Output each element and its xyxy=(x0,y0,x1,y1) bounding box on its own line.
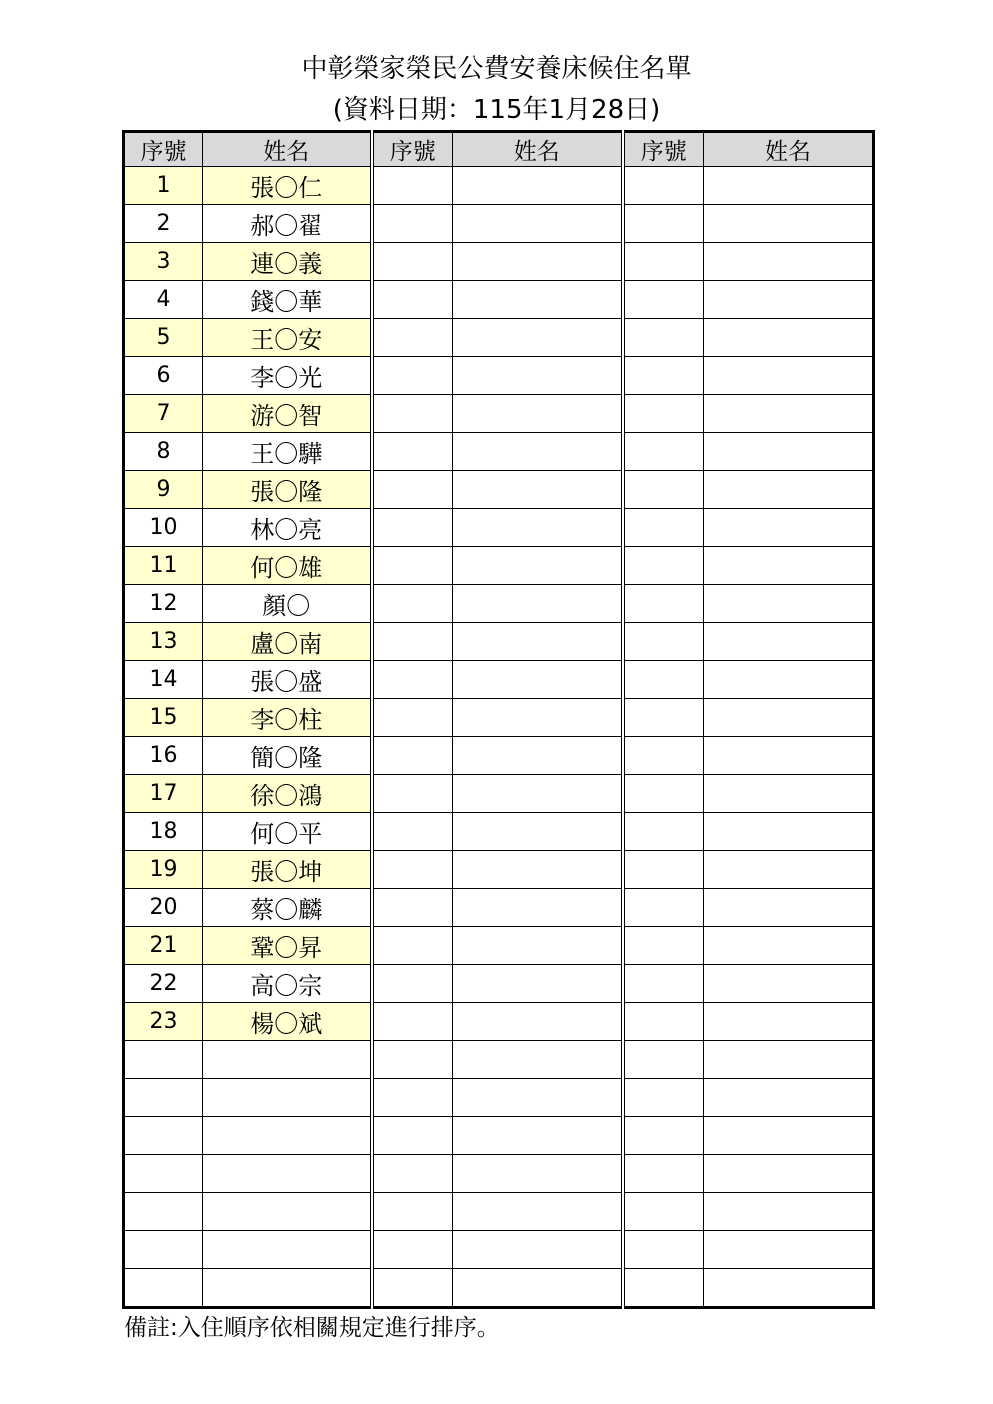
empty-cell xyxy=(704,965,874,1003)
table-row xyxy=(124,547,874,585)
row-name: 李〇柱 xyxy=(203,699,372,737)
empty-cell xyxy=(453,1117,623,1155)
empty-cell xyxy=(453,281,623,319)
empty-cell xyxy=(623,661,704,699)
row-number: 9 xyxy=(124,471,203,509)
table-row xyxy=(124,775,874,813)
empty-cell xyxy=(453,813,623,851)
empty-cell xyxy=(623,433,704,471)
empty-cell xyxy=(372,243,453,281)
row-name: 游〇智 xyxy=(203,395,372,433)
empty-cell xyxy=(453,205,623,243)
empty-cell xyxy=(704,319,874,357)
empty-cell xyxy=(372,623,453,661)
table-row xyxy=(124,509,874,547)
empty-cell xyxy=(453,775,623,813)
row-number: 5 xyxy=(124,319,203,357)
table-row xyxy=(124,167,874,205)
row-number: 13 xyxy=(124,623,203,661)
empty-cell xyxy=(453,851,623,889)
row-number: 6 xyxy=(124,357,203,395)
table-row xyxy=(124,585,874,623)
row-name: 顏〇 xyxy=(203,585,372,623)
row-number: 14 xyxy=(124,661,203,699)
empty-cell xyxy=(704,509,874,547)
table-row xyxy=(124,737,874,775)
table-body xyxy=(124,167,874,1308)
row-name xyxy=(203,1231,372,1269)
empty-cell xyxy=(372,775,453,813)
empty-cell xyxy=(453,1231,623,1269)
empty-cell xyxy=(704,1231,874,1269)
table-row xyxy=(124,699,874,737)
empty-cell xyxy=(623,775,704,813)
empty-cell xyxy=(372,927,453,965)
empty-cell xyxy=(453,471,623,509)
row-number: 1 xyxy=(124,167,203,205)
empty-cell xyxy=(623,471,704,509)
row-name: 盧〇南 xyxy=(203,623,372,661)
empty-cell xyxy=(623,927,704,965)
empty-cell xyxy=(704,737,874,775)
empty-cell xyxy=(372,433,453,471)
empty-cell xyxy=(623,281,704,319)
table-row xyxy=(124,1269,874,1308)
row-name xyxy=(203,1193,372,1231)
row-number: 4 xyxy=(124,281,203,319)
empty-cell xyxy=(704,889,874,927)
table-row xyxy=(124,965,874,1003)
col-header-name-2: 姓名 xyxy=(453,132,623,167)
row-number: 20 xyxy=(124,889,203,927)
empty-cell xyxy=(372,1269,453,1308)
row-number: 23 xyxy=(124,1003,203,1041)
row-name xyxy=(203,1079,372,1117)
empty-cell xyxy=(704,1155,874,1193)
empty-cell xyxy=(372,357,453,395)
empty-cell xyxy=(453,623,623,661)
empty-cell xyxy=(453,1079,623,1117)
empty-cell xyxy=(372,965,453,1003)
row-number: 12 xyxy=(124,585,203,623)
empty-cell xyxy=(623,319,704,357)
table-row xyxy=(124,1155,874,1193)
empty-cell xyxy=(453,1041,623,1079)
empty-cell xyxy=(704,433,874,471)
row-name: 張〇仁 xyxy=(203,167,372,205)
empty-cell xyxy=(372,1041,453,1079)
empty-cell xyxy=(372,699,453,737)
empty-cell xyxy=(623,1003,704,1041)
empty-cell xyxy=(372,167,453,205)
col-header-name-3: 姓名 xyxy=(704,132,874,167)
col-header-number-1: 序號 xyxy=(124,132,203,167)
table-row xyxy=(124,813,874,851)
empty-cell xyxy=(623,357,704,395)
row-name: 林〇亮 xyxy=(203,509,372,547)
row-name: 高〇宗 xyxy=(203,965,372,1003)
empty-cell xyxy=(623,965,704,1003)
empty-cell xyxy=(453,167,623,205)
empty-cell xyxy=(372,1117,453,1155)
empty-cell xyxy=(453,965,623,1003)
table-row xyxy=(124,433,874,471)
empty-cell xyxy=(704,1269,874,1308)
empty-cell xyxy=(453,1193,623,1231)
row-name: 郝〇翟 xyxy=(203,205,372,243)
row-number xyxy=(124,1079,203,1117)
row-name: 王〇安 xyxy=(203,319,372,357)
row-name: 錢〇華 xyxy=(203,281,372,319)
row-number: 8 xyxy=(124,433,203,471)
empty-cell xyxy=(372,319,453,357)
empty-cell xyxy=(453,433,623,471)
empty-cell xyxy=(453,1269,623,1308)
empty-cell xyxy=(704,1079,874,1117)
empty-cell xyxy=(372,395,453,433)
empty-cell xyxy=(623,395,704,433)
empty-cell xyxy=(704,699,874,737)
empty-cell xyxy=(453,1003,623,1041)
row-number: 15 xyxy=(124,699,203,737)
empty-cell xyxy=(453,395,623,433)
empty-cell xyxy=(372,1193,453,1231)
table-row xyxy=(124,661,874,699)
empty-cell xyxy=(623,699,704,737)
row-number xyxy=(124,1117,203,1155)
empty-cell xyxy=(704,395,874,433)
empty-cell xyxy=(704,243,874,281)
row-name: 張〇盛 xyxy=(203,661,372,699)
empty-cell xyxy=(372,661,453,699)
empty-cell xyxy=(704,927,874,965)
empty-cell xyxy=(623,1117,704,1155)
row-number: 19 xyxy=(124,851,203,889)
table-row xyxy=(124,851,874,889)
table-row xyxy=(124,281,874,319)
row-number xyxy=(124,1269,203,1308)
empty-cell xyxy=(704,775,874,813)
empty-cell xyxy=(704,547,874,585)
row-name: 蔡〇麟 xyxy=(203,889,372,927)
empty-cell xyxy=(623,1269,704,1308)
empty-cell xyxy=(623,585,704,623)
table-row xyxy=(124,1079,874,1117)
empty-cell xyxy=(704,1193,874,1231)
empty-cell xyxy=(704,623,874,661)
table-row xyxy=(124,319,874,357)
empty-cell xyxy=(372,585,453,623)
table-row xyxy=(124,927,874,965)
table-row xyxy=(124,1193,874,1231)
table-row xyxy=(124,623,874,661)
row-number: 21 xyxy=(124,927,203,965)
empty-cell xyxy=(623,851,704,889)
row-name: 鞏〇昇 xyxy=(203,927,372,965)
empty-cell xyxy=(372,205,453,243)
table-row xyxy=(124,357,874,395)
footnote: 備註:入住順序依相關規定進行排序。 xyxy=(124,1315,500,1341)
row-name: 張〇坤 xyxy=(203,851,372,889)
empty-cell xyxy=(372,813,453,851)
table-row xyxy=(124,1041,874,1079)
empty-cell xyxy=(372,1231,453,1269)
row-number xyxy=(124,1155,203,1193)
empty-cell xyxy=(704,1117,874,1155)
row-name xyxy=(203,1117,372,1155)
col-header-number-3: 序號 xyxy=(623,132,704,167)
empty-cell xyxy=(453,889,623,927)
empty-cell xyxy=(704,167,874,205)
row-number: 18 xyxy=(124,813,203,851)
waitlist-table xyxy=(122,130,875,1309)
empty-cell xyxy=(453,509,623,547)
table-row xyxy=(124,205,874,243)
page-title: 中彰榮家榮民公費安養床候住名單 xyxy=(301,54,692,84)
row-number: 10 xyxy=(124,509,203,547)
empty-cell xyxy=(372,281,453,319)
row-number: 7 xyxy=(124,395,203,433)
empty-cell xyxy=(453,1155,623,1193)
row-number: 2 xyxy=(124,205,203,243)
empty-cell xyxy=(623,205,704,243)
empty-cell xyxy=(623,1193,704,1231)
row-name: 連〇義 xyxy=(203,243,372,281)
row-name: 何〇平 xyxy=(203,813,372,851)
row-name: 李〇光 xyxy=(203,357,372,395)
data-date-subtitle: (資料日期：115年1月28日) xyxy=(332,95,661,125)
row-number xyxy=(124,1041,203,1079)
empty-cell xyxy=(372,547,453,585)
table-row xyxy=(124,243,874,281)
empty-cell xyxy=(623,623,704,661)
row-number xyxy=(124,1231,203,1269)
row-number: 3 xyxy=(124,243,203,281)
empty-cell xyxy=(372,851,453,889)
empty-cell xyxy=(704,205,874,243)
empty-cell xyxy=(704,585,874,623)
empty-cell xyxy=(453,243,623,281)
row-number: 16 xyxy=(124,737,203,775)
table-row xyxy=(124,395,874,433)
empty-cell xyxy=(623,1155,704,1193)
row-name: 王〇驊 xyxy=(203,433,372,471)
row-number: 17 xyxy=(124,775,203,813)
empty-cell xyxy=(704,851,874,889)
row-name xyxy=(203,1041,372,1079)
empty-cell xyxy=(623,547,704,585)
empty-cell xyxy=(623,509,704,547)
row-name: 楊〇斌 xyxy=(203,1003,372,1041)
empty-cell xyxy=(623,1231,704,1269)
empty-cell xyxy=(623,889,704,927)
empty-cell xyxy=(704,471,874,509)
row-number: 11 xyxy=(124,547,203,585)
empty-cell xyxy=(372,471,453,509)
row-name: 徐〇鴻 xyxy=(203,775,372,813)
empty-cell xyxy=(704,661,874,699)
empty-cell xyxy=(623,243,704,281)
empty-cell xyxy=(453,547,623,585)
empty-cell xyxy=(372,737,453,775)
empty-cell xyxy=(453,661,623,699)
row-name xyxy=(203,1269,372,1308)
empty-cell xyxy=(623,737,704,775)
empty-cell xyxy=(453,927,623,965)
empty-cell xyxy=(704,357,874,395)
empty-cell xyxy=(623,1041,704,1079)
row-name xyxy=(203,1155,372,1193)
empty-cell xyxy=(623,813,704,851)
empty-cell xyxy=(704,1041,874,1079)
empty-cell xyxy=(372,1079,453,1117)
table-row xyxy=(124,1117,874,1155)
empty-cell xyxy=(453,357,623,395)
empty-cell xyxy=(372,1003,453,1041)
col-header-number-2: 序號 xyxy=(372,132,453,167)
table-row xyxy=(124,1231,874,1269)
row-number xyxy=(124,1193,203,1231)
table-row xyxy=(124,889,874,927)
row-name: 何〇雄 xyxy=(203,547,372,585)
row-number: 22 xyxy=(124,965,203,1003)
empty-cell xyxy=(623,167,704,205)
empty-cell xyxy=(372,509,453,547)
empty-cell xyxy=(453,585,623,623)
table-row xyxy=(124,1003,874,1041)
row-name: 簡〇隆 xyxy=(203,737,372,775)
empty-cell xyxy=(372,889,453,927)
col-header-name-1: 姓名 xyxy=(203,132,372,167)
empty-cell xyxy=(372,1155,453,1193)
empty-cell xyxy=(453,699,623,737)
empty-cell xyxy=(623,1079,704,1117)
empty-cell xyxy=(453,737,623,775)
table-row xyxy=(124,471,874,509)
empty-cell xyxy=(704,1003,874,1041)
empty-cell xyxy=(704,281,874,319)
row-name: 張〇隆 xyxy=(203,471,372,509)
empty-cell xyxy=(704,813,874,851)
table-header-row xyxy=(124,132,874,167)
empty-cell xyxy=(453,319,623,357)
